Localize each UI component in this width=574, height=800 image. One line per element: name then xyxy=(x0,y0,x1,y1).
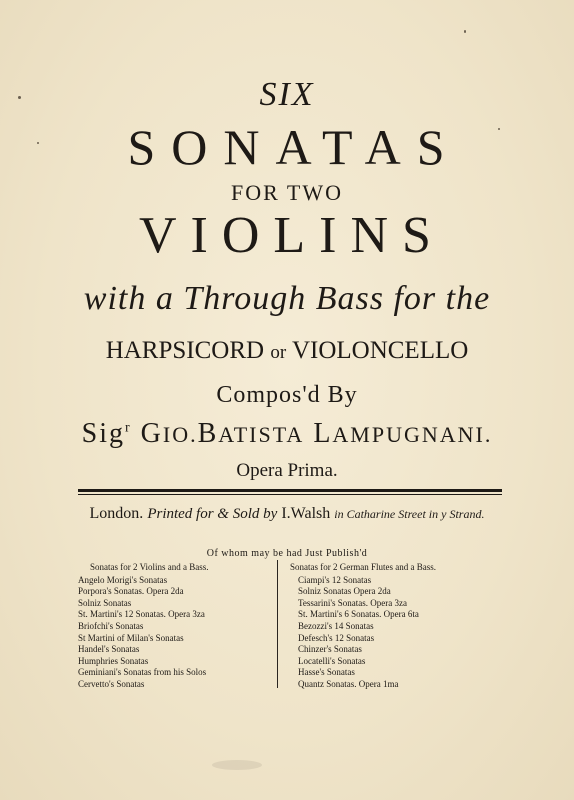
composer-name xyxy=(0,418,574,450)
opus-number: Opera Prima. xyxy=(236,460,338,481)
catalog-left-heading: Sonatas for 2 Violins and a Bass. xyxy=(90,562,209,572)
catalog-item: Porpora's Sonatas. Opera 2da xyxy=(78,586,184,597)
title-through-bass: with a Through Bass for the xyxy=(83,280,491,317)
imprint-publisher: I.Walsh xyxy=(281,505,331,522)
catalog-right-column xyxy=(290,562,436,691)
title-for-two: FOR TWO xyxy=(231,180,343,205)
catalog-item: Hasse's Sonatas xyxy=(298,667,355,678)
double-rule-bottom xyxy=(78,494,502,495)
imprint-city: London. xyxy=(89,505,144,522)
catalog-item: St. Martini's 12 Sonatas. Opera 3za xyxy=(78,609,205,620)
imprint-printed: Printed for & Sold by xyxy=(147,506,278,522)
catalog-item: Handel's Sonatas xyxy=(78,644,140,655)
paper-speck xyxy=(37,142,39,144)
composer-b: B xyxy=(197,418,219,449)
imprint-address: in Catharine Street in y Strand. xyxy=(334,507,485,521)
paper-smudge xyxy=(212,760,262,770)
catalog-item: St. Martini's 6 Sonatas. Opera 6ta xyxy=(298,609,419,620)
catalog-item: Solniz Sonatas Opera 2da xyxy=(298,586,391,597)
composer-l: L xyxy=(313,418,333,449)
catalog-divider xyxy=(277,560,278,688)
instrument-or: or xyxy=(270,342,287,363)
title-instruments xyxy=(0,337,574,365)
catalog-heading: Of whom may be had Just Publish'd xyxy=(206,548,368,559)
catalog-item: Tessarini's Sonatas. Opera 3za xyxy=(298,597,407,608)
title-sonatas: SONATAS xyxy=(127,119,461,175)
catalog-item: Cervetto's Sonatas xyxy=(78,678,145,689)
catalog-item: Locatelli's Sonatas xyxy=(298,655,366,666)
imprint xyxy=(0,505,574,523)
title-six: SIX xyxy=(259,76,315,113)
composer-ampugnani: AMPUGNANI. xyxy=(332,422,493,447)
double-rule-top xyxy=(78,489,502,492)
catalog-item: Chinzer's Sonatas xyxy=(298,644,362,655)
catalog-item: Quantz Sonatas. Opera 1ma xyxy=(298,678,399,689)
composer-sig-sup: r xyxy=(124,420,132,436)
catalog-item: St Martini of Milan's Sonatas xyxy=(78,632,184,643)
composed-by: Compos'd By xyxy=(216,382,358,408)
instrument-violoncello: VIOLONCELLO xyxy=(286,337,469,364)
composer-atista: ATISTA xyxy=(218,422,305,447)
composer-g: G xyxy=(140,418,163,449)
instrument-harpsicord: HARPSICORD xyxy=(105,337,271,364)
catalog-left-column xyxy=(78,562,209,691)
catalog-right-heading: Sonatas for 2 German Flutes and a Bass. xyxy=(290,562,436,572)
catalog-item: Bezozzi's 14 Sonatas xyxy=(298,620,374,631)
paper-speck xyxy=(464,30,466,33)
paper-speck xyxy=(18,96,21,99)
catalog-item: Defesch's 12 Sonatas xyxy=(298,632,375,643)
composer-io: IO. xyxy=(162,422,198,447)
catalog-item: Briofchi's Sonatas xyxy=(78,620,144,631)
paper-speck xyxy=(498,128,500,130)
catalog-item: Geminiani's Sonatas from his Solos xyxy=(78,667,207,678)
catalog-item: Humphries Sonatas xyxy=(78,655,149,666)
catalog-item: Solniz Sonatas xyxy=(78,597,132,608)
catalog-item: Angelo Morigi's Sonatas xyxy=(78,574,168,585)
composer-sig: Sig xyxy=(81,418,125,449)
catalog-item: Ciampi's 12 Sonatas xyxy=(298,574,372,585)
title-violins: VIOLINS xyxy=(139,207,445,264)
